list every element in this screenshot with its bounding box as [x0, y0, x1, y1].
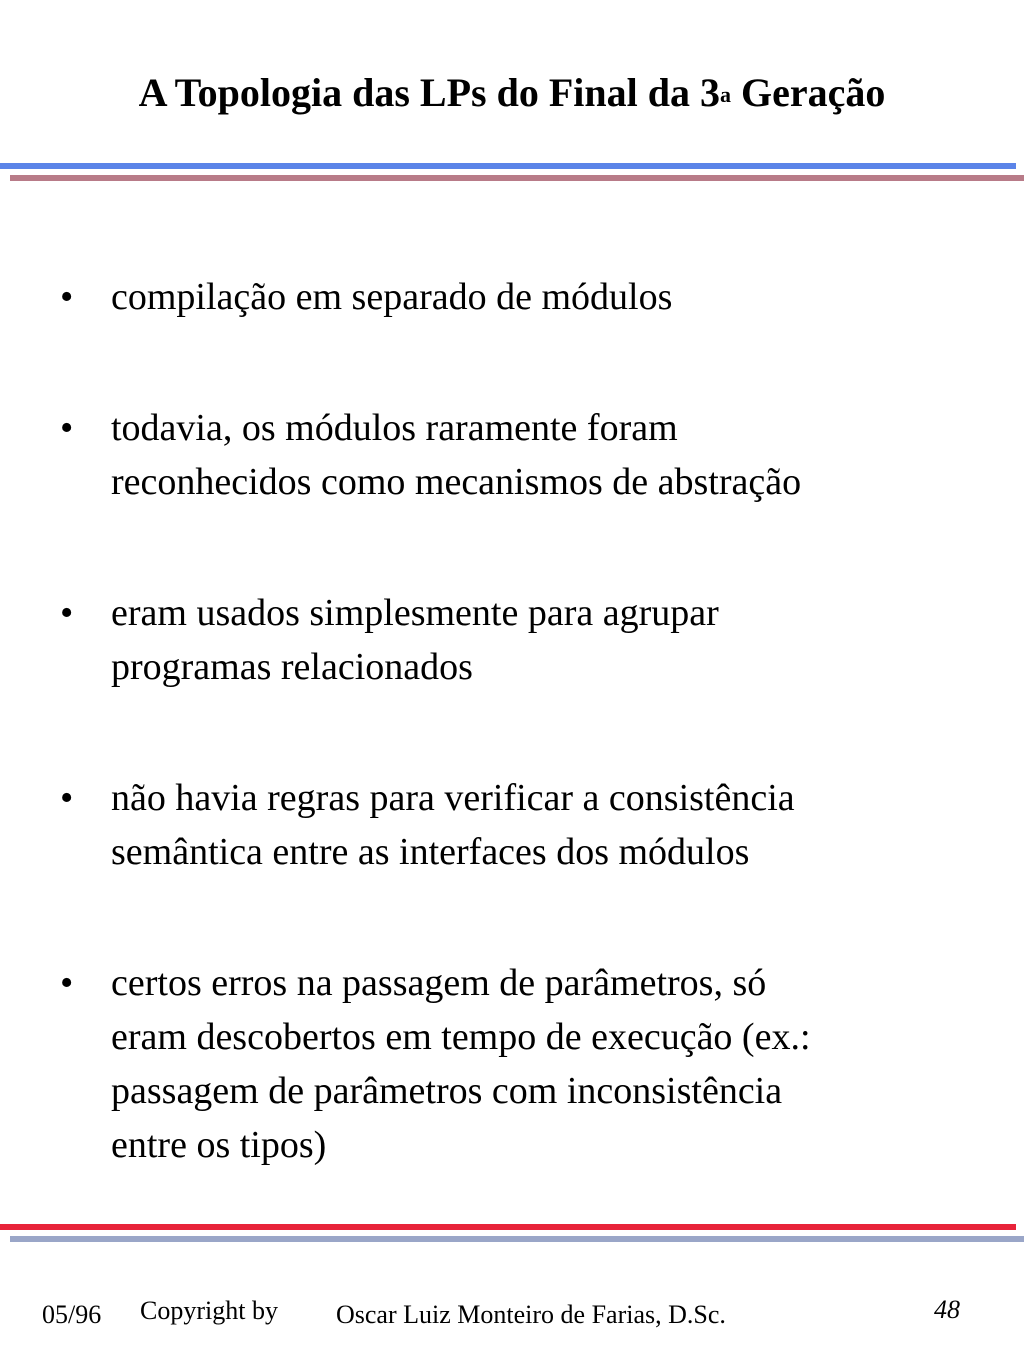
top-rule-mauve — [10, 175, 1024, 181]
bullet-marker: • — [60, 276, 74, 318]
page-number: 48 — [934, 1295, 960, 1324]
bullet-line: entre os tipos) — [111, 1124, 327, 1166]
bullet-line: compilação em separado de módulos — [111, 276, 673, 318]
bullet-line: todavia, os módulos raramente foram — [111, 407, 678, 449]
bullet-line: certos erros na passagem de parâmetros, só — [111, 962, 767, 1004]
bullet-line: programas relacionados — [111, 646, 473, 688]
bullet-marker: • — [60, 592, 74, 634]
top-rule-blue — [0, 163, 1016, 169]
bottom-rule-slate — [10, 1236, 1024, 1242]
slide-title — [0, 68, 1024, 118]
bullet-marker: • — [60, 407, 74, 449]
bullet-line: não havia regras para verificar a consistência — [111, 777, 795, 819]
bottom-rule-red — [0, 1224, 1016, 1230]
bullet-marker: • — [60, 777, 74, 819]
bullet-marker: • — [60, 962, 74, 1004]
footer-author: Oscar Luiz Monteiro de Farias, D.Sc. — [336, 1300, 726, 1329]
footer-date: 05/96 — [42, 1300, 102, 1329]
bullet-line: eram descobertos em tempo de execução (ex.: — [111, 1016, 811, 1058]
bullet-line: reconhecidos como mecanismos de abstração — [111, 461, 802, 503]
bullet-line: passagem de parâmetros com inconsistência — [111, 1070, 783, 1112]
title-end: Geração — [730, 70, 886, 115]
bullet-line: semântica entre as interfaces dos módulos — [111, 831, 750, 873]
title-main: A Topologia das LPs do Final da 3 — [138, 70, 720, 115]
footer-copyright: Copyright by — [140, 1296, 278, 1325]
title-superscript: a — [719, 82, 731, 107]
bullet-line: eram usados simplesmente para agrupar — [111, 592, 719, 634]
